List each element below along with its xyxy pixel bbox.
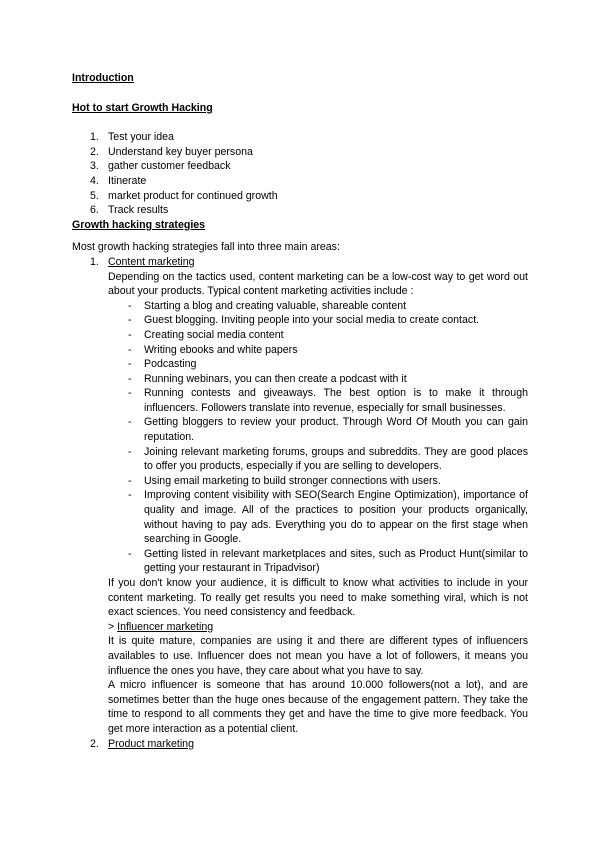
list-item-text: Improving content visibility with SEO(Search Engine Optimization), importance of quality and image. All of the practices to position your products organically, without having to pay ads. Everything you do to appear on the first stage when searching in Google. <box>144 489 528 546</box>
dash-bullet: - <box>128 314 132 327</box>
list-item-text: Joining relevant marketing forums, groups and subreddits. They are good places to offer you products, especially if you are selling to developers. <box>144 445 528 473</box>
list-item-text: Writing ebooks and white papers <box>144 343 298 356</box>
list-item <box>108 343 528 358</box>
list-item-text: Starting a blog and creating valuable, shareable content <box>144 299 407 312</box>
dash-bullet: - <box>128 474 132 487</box>
list-item <box>108 313 528 328</box>
list-number: 5. <box>90 189 99 202</box>
area-intro-paragraph: Depending on the tactics used, content marketing can be a low-cost way to get word out about your products. Typical content marketing activities include : <box>108 270 528 298</box>
dash-bullet: - <box>128 328 132 341</box>
dash-bullet: - <box>128 489 132 502</box>
area-title: Content marketing <box>108 255 195 268</box>
list-item-text: Creating social media content <box>144 328 284 341</box>
influencer-paragraph-2: A micro influencer is someone that has around 10.000 followers(not a lot), and are sometimes better than the huge ones because of the engagement pattern. They take the time to respond to all comments they get and have the time to give more feedback. You get more interaction as a potential client. <box>108 679 528 735</box>
list-item <box>108 547 528 576</box>
list-number: 4. <box>90 174 99 187</box>
influencer-heading <box>108 620 528 635</box>
area-title: Product marketing <box>108 737 194 750</box>
dash-bullet: - <box>128 343 132 356</box>
list-item <box>72 130 528 145</box>
area-content-marketing <box>72 255 528 737</box>
list-item <box>108 299 528 314</box>
list-item-text: gather customer feedback <box>108 160 231 173</box>
list-item <box>108 328 528 343</box>
list-item-text: Guest blogging. Inviting people into your social media to create contact. <box>144 314 480 327</box>
list-number: 3. <box>90 160 99 173</box>
area-product-marketing <box>72 737 528 752</box>
dash-bullet: - <box>128 416 132 429</box>
list-item <box>108 386 528 415</box>
dash-bullet: - <box>128 358 132 371</box>
list-number: 6. <box>90 204 99 217</box>
list-item-text: Getting listed in relevant marketplaces and sites, such as Product Hunt(similar to getting your restaurant in Tripadvisor) <box>144 547 528 575</box>
influencer-title: Influencer marketing <box>117 620 214 633</box>
activities-list <box>108 299 528 576</box>
list-item <box>72 174 528 189</box>
steps-list <box>72 130 528 218</box>
list-item-text: Understand key buyer persona <box>108 145 253 158</box>
strategies-heading: Growth hacking strategies <box>72 218 206 231</box>
list-item-text: Test your idea <box>108 131 174 144</box>
dash-bullet: - <box>128 445 132 458</box>
dash-bullet: - <box>128 299 132 312</box>
area-number: 1. <box>90 255 99 268</box>
areas-intro: Most growth hacking strategies fall into three main areas: <box>72 241 340 254</box>
introduction-heading: Introduction <box>72 72 134 84</box>
list-item-text: Running webinars, you can then create a podcast with it <box>144 372 407 385</box>
list-item <box>108 445 528 474</box>
area-number: 2. <box>90 737 99 750</box>
dash-bullet: - <box>128 547 132 560</box>
list-item <box>108 488 528 546</box>
list-item <box>72 203 528 218</box>
dash-bullet: - <box>128 372 132 385</box>
list-item <box>108 357 528 372</box>
list-item <box>72 189 528 204</box>
list-item-text: market product for continued growth <box>108 189 278 202</box>
list-item <box>108 415 528 444</box>
closing-paragraph: If you don't know your audience, it is difficult to know what activities to include in your content marketing. To really get results you need to make something viral, which is not exact sciences. You need consistency and feedback. <box>108 577 528 619</box>
dash-bullet: - <box>128 387 132 400</box>
list-item-text: Using email marketing to build stronger connections with users. <box>144 474 441 487</box>
list-item-text: Getting bloggers to review your product. Through Word Of Mouth you can gain reputation. <box>144 416 528 444</box>
list-item-text: Running contests and giveaways. The best option is to make it through influencers. Followers translate into revenue, especially for small businesses. <box>144 387 528 414</box>
list-item <box>72 159 528 174</box>
list-item <box>72 145 528 160</box>
list-item-text: Track results <box>108 204 169 217</box>
list-item-text: Itinerate <box>108 174 147 187</box>
list-number: 2. <box>90 145 99 158</box>
list-item <box>108 372 528 387</box>
influencer-paragraph-1: It is quite mature, companies are using it and there are different types of influencers availables to use. Influencer does not mean you have a lot of followers, it means you influence the ones you have, they care about what you have to say. <box>108 635 528 677</box>
list-item <box>108 474 528 489</box>
list-number: 1. <box>90 131 99 144</box>
list-item-text: Podcasting <box>144 358 197 371</box>
influencer-prefix: > <box>108 620 118 633</box>
how-to-start-heading: Hot to start Growth Hacking <box>72 101 213 114</box>
document-page <box>72 71 528 751</box>
